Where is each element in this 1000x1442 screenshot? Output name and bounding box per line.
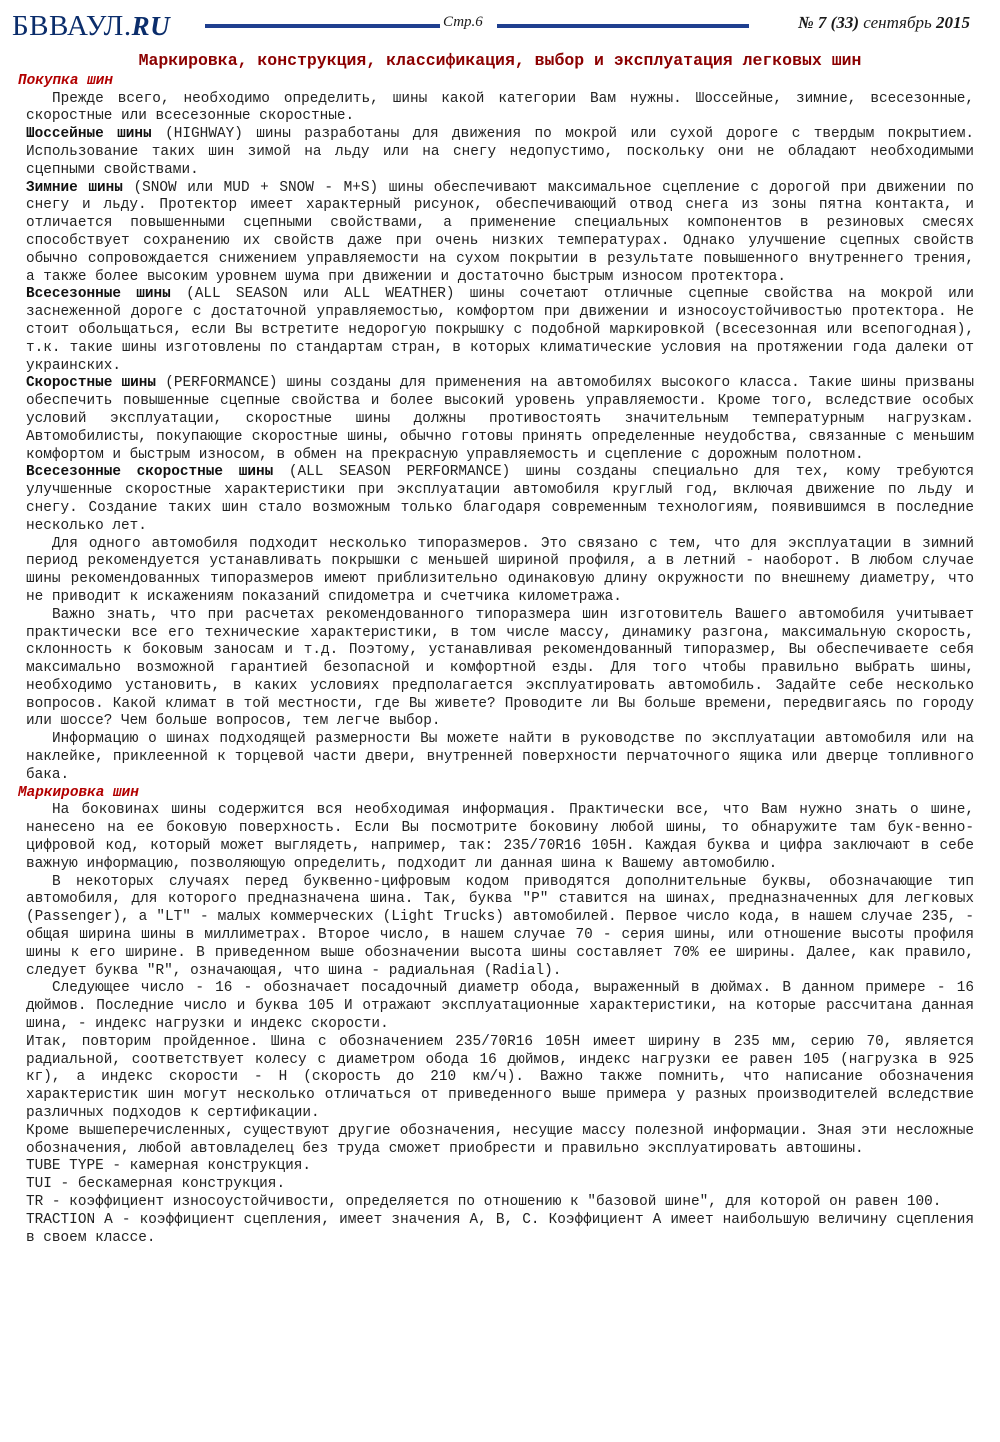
info-paragraph: Информацию о шинах подходящей размерности Вы можете найти в руководстве по эксплуатации автомобиля или на наклейке, приклеенной к торцевой части двери, внутренней поверхности перчаточного ящика или дверце топливного бака. — [26, 731, 974, 783]
header-rule-left — [205, 24, 440, 28]
tube-type-line: TUBE TYPE - камерная конструкция. — [26, 1158, 311, 1175]
important-paragraph: Важно знать, что при расчетах рекомендованного типоразмера шин изготовитель Вашего автомобиля учитывает практически все его технические характеристики, в том числе массу, динамику разгона, максимальную скорость, склонность к боковым заносам и т.д. Поэтому, устанавливая рекомендованный типоразмер, Вы обеспечиваете себя максимально возможной гарантией безопасной и комфортной езды. Для того чтобы правильно выбрать шины, необходимо установить, в каких условиях предполагается эксплуатировать автомобиль. Задайте себе несколько вопросов. Какой климат в той местности, где Вы живете? Проводите ли Вы больше времени, передвигаясь по городу или шоссе? Чем больше вопросов, тем легче выбор. — [26, 606, 974, 730]
winter-paragraph — [26, 180, 974, 287]
sizes-paragraph: Для одного автомобиля подходит несколько типоразмеров. Это связано с тем, что для эксплуатации в зимний период рекомендуется устанавливать покрышки с меньшей шириной профиля, а в летний - наоборот. В любом случае шины рекомендованных типоразмеров имеют приблизительно одинаковую длину окружности по внешнему диаметру, что не приводит к искажениям показаний спидометра и счетчика километража. — [26, 535, 974, 605]
issue-year: 2015 — [936, 13, 970, 32]
highway-term: Шоссейные шины — [26, 126, 152, 143]
intro-paragraph: Прежде всего, необходимо определить, шины какой категории Вам нужны. Шоссейные, зимние, всесезонные, скоростные или всесезонные скоростные. — [26, 90, 974, 125]
highway-paragraph — [26, 126, 974, 179]
highway-text: (HIGHWAY) шины разработаны для движения по мокрой или сухой дороге с твердым покрытием. Использование таких шин зимой на льду или на снегу недопустимо, поскольку они не обладают необходимыми сцепными свойствами. — [26, 126, 974, 178]
magazine-logo — [12, 10, 170, 43]
allseason-text: (ALL SEASON или ALL WEATHER) шины сочетают отличные сцепные свойства на мокрой или заснеженной дороге с достаточной управляемостью, комфортом при движении и износоустойчивостью протектора. Не стоит обольщаться, если Вы встретите недорогую покрышку с подобной маркировкой (всесезонная или всепогодная), т.к. такие шины изготовлены по стандартам стран, в которых климатические условия на протяжении года далеки от украинских. — [26, 286, 974, 374]
allseason-performance-term: Всесезонные скоростные шины — [26, 464, 274, 481]
issue-info — [798, 13, 970, 33]
issue-month: сентябрь — [863, 13, 932, 32]
summary-paragraph: Итак, повторим пройденное. Шина с обозначением 235/70R16 105H имеет ширину в 235 мм, серию 70, является радиальной, соответствует колесу с диаметром обода 16 дюймов, индекс нагрузки ее равен 105 (нагрузка в 925 кг), а индекс скорости - H (скорость до 210 км/ч). Важно также помнить, что написание обозначения характеристик шин могут несколько отличаться от приведенного выше примера у разных производителей вследствие различных подходов к сертификации. — [26, 1033, 974, 1122]
winter-term: Зимние шины — [26, 179, 123, 196]
next-number-paragraph: Следующее число - 16 - обозначает посадочный диаметр обода, выраженный в дюймах. В данном примере - 16 дюймов. Последние число и буква 105 И отражают эксплуатационные характеристики, на которые рассчитана данная шина, - индекс нагрузки и индекс скорости. — [26, 980, 974, 1033]
allseason-performance-paragraph — [26, 464, 974, 535]
issue-number: № 7 (33) — [798, 13, 860, 32]
performance-paragraph — [26, 375, 974, 464]
article-title: Маркировка, конструкция, классификация, выбор и эксплуатация легковых шин — [138, 51, 862, 70]
traction-line: TRACTION A - коэффициент сцепления, имеет значения A, B, C. Коэффициент A имеет наибольшую величину сцепления в своем классе. — [26, 1211, 974, 1246]
sidewall-paragraph: На боковинах шины содержится вся необходимая информация. Практически все, что Вам нужно знать о шине, нанесено на ее боковую поверхность. Если Вы посмотрите боковину любой шины, то обнаружите там бук-венно-цифровой код, который может выглядеть, например, так: 235/70R16 105H. Каждая буква и цифра заключают в себе важную информацию, позволяющую определить, подходит ли данная шина к Вашему автомобилю. — [26, 802, 974, 872]
allseason-term: Всесезонные шины — [26, 286, 171, 303]
allseason-paragraph — [26, 286, 974, 375]
article-body — [18, 51, 974, 1247]
tui-line: TUI - бескамерная конструкция. — [26, 1176, 286, 1193]
section-heading-marking: Маркировка шин — [18, 784, 139, 801]
tr-line: TR - коэффициент износоустойчивости, определяется по отношению к "базовой шине", для которой он равен 100. — [26, 1194, 942, 1210]
other-markings-paragraph: Кроме вышеперечисленных, существуют другие обозначения, несущие массу полезной информации. Зная эти несложные обозначения, любой автовладелец без труда сможет приобрести и правильно эксплуатировать автошины. — [26, 1122, 974, 1157]
logo-ru: RU — [131, 11, 171, 41]
header-rule-right — [497, 24, 749, 28]
page-number: Стр.6 — [443, 14, 483, 30]
winter-text: (SNOW или MUD + SNOW - M+S) шины обеспечивают максимальное сцепление с дорогой при движении по снегу и льду. Протектор имеет характерный рисунок, обеспечивающий отвод снега из зоны пятна контакта, и отличается повышенными сцепными свойствами, а применение специальных компонентов в резиновых смесях способствует сохранению их свойств даже при очень низких температурах. Однако улучшение сцепных свойств обычно сопровождается снижением управляемости на сухом покрытии в результате повышенного внутреннего трения, а также более высоким уровнем шума при движении и достаточно быстрым износом протектора. — [26, 179, 974, 285]
cases-paragraph: В некоторых случаях перед буквенно-цифровым кодом приводятся дополнительные буквы, обозначающие тип автомобиля, для которого предназначена шина. Так, буква "P" ставится на шинах, предназначенных для легковых (Passenger), а "LT" - малых коммерческих (Light Trucks) автомобилей. Первое число кода, в нашем случае 235, - общая ширина шины в миллиметрах. Второе число, в нашем случае 70 - серия шины, или отношение высоты профиля шины к его ширине. В приведенном выше обозначении высота шины составляет 70% ее ширины. Далее, как правило, следует буква "R", означающая, что шина - радиальная (Radial). — [26, 873, 974, 979]
performance-text: (PERFORMANCE) шины созданы для применения на автомобилях высокого класса. Такие шины призваны обеспечить повышенные сцепные свойства и более высокий уровень управляемости. Кроме того, вследствие особых условий эксплуатации, скоростные шины должны противостоять значительным температурным нагрузкам. Автомобилисты, покупающие скоростные шины, обычно готовы принять определенные неудобства, связанные с меньшим комфортом и быстрым износом, в обмен на прекрасную управляемость и сцепление с дорожным полотном. — [26, 375, 974, 463]
page-header — [0, 0, 1000, 44]
section-heading-purchase: Покупка шин — [18, 72, 113, 89]
logo-main: БВВАУЛ. — [12, 10, 132, 42]
performance-term: Скоростные шины — [26, 375, 157, 392]
allseason-performance-text: (ALL SEASON PERFORMANCE) шины созданы специально для тех, кому требуются улучшенные скоростные характеристики при эксплуатации автомобиля круглый год, включая движение по льду и снегу. Создание таких шин стало возможным только благодаря современным технологиям, появившимся в последние несколько лет. — [26, 464, 974, 534]
